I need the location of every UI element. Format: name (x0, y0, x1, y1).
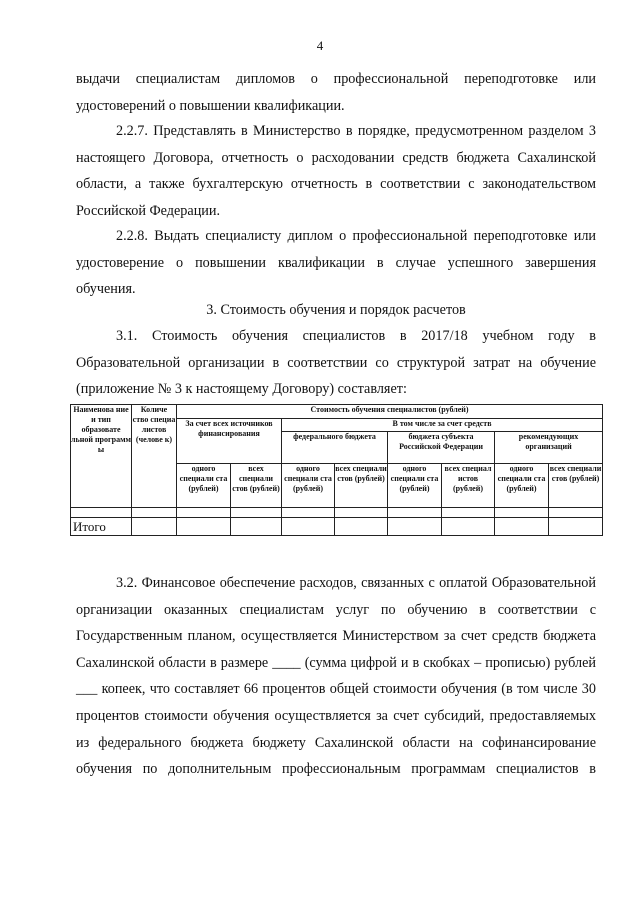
table-row (71, 508, 603, 518)
header-training-cost: Стоимость обучения специалистов (рублей) (177, 405, 603, 419)
header-specialist-count: Количе ство специа листов (челове к) (132, 405, 177, 508)
paragraph-2-2-7: 2.2.7. Представлять в Министерство в порядке, предусмотренном разделом 3 настоящего Договора, отчетность о расходовании средств бюджета Сахалинской области, а также бухгалтерскую отчетность в соответствии с законодательством Российской Федерации. (76, 123, 596, 219)
table-row-total (71, 518, 603, 536)
header-per-all: всех специали стов (рублей) (231, 464, 282, 508)
paragraph-2-2-8: 2.2.8. Выдать специалисту диплом о профессиональной переподготовке или удостоверение о повышении квалификации в случае успешного завершения обучения. (76, 228, 596, 297)
header-federal-budget: федерального бюджета (282, 432, 388, 464)
header-per-all: всех специал истов (рублей) (442, 464, 495, 508)
total-label: Итого (71, 518, 132, 536)
cost-table (70, 404, 603, 536)
header-per-one: одного специали ста (рублей) (282, 464, 335, 508)
header-all-sources: За счет всех источников финансирования (177, 419, 282, 464)
header-per-one: одного специали ста (рублей) (388, 464, 442, 508)
section-heading: 3. Стоимость обучения и порядок расчетов (206, 302, 466, 318)
header-per-one: одного специали ста (рублей) (177, 464, 231, 508)
paragraph-3-1: 3.1. Стоимость обучения специалистов в 2017/18 учебном году в Образовательной организации в соответствии со структурой затрат на обучение (приложение № 3 к настоящему Договору) составляет: (76, 328, 596, 397)
paragraph-continuation: выдачи специалистам дипломов о профессиональной переподготовке или удостоверений о повышении квалификации. (76, 71, 596, 114)
page-number: 4 (316, 38, 324, 53)
header-per-all: всех специали стов (рублей) (335, 464, 388, 508)
header-recommending-orgs: рекомендующих организаций (495, 432, 603, 464)
header-program-name: Наименова ние и тип образовате льной программ ы (71, 405, 132, 508)
header-per-one: одного специали ста (рублей) (495, 464, 549, 508)
header-per-all: всех специали стов (рублей) (549, 464, 603, 508)
header-including: В том числе за счет средств (282, 419, 603, 432)
paragraph-3-2: 3.2. Финансовое обеспечение расходов, связанных с оплатой Образовательной организации оказанных специалистам услуг по обучению в соответствии с Государственным планом, осуществляется Министерством за счет средств бюджета Сахалинской области в размере ____ (сумма цифрой и в скобках – прописью) рублей ___ копеек, что составляет 66 процентов общей стоимости обучения (в том числе 30 процентов стоимости обучения осуществляется за счет субсидий, предоставляемых из федерального бюджета бюджету Сахалинской области на софинансирование обучения по дополнительным профессиональным программам специалистов в (76, 575, 596, 778)
header-regional-budget: бюджета субъекта Российской Федерации (388, 432, 495, 464)
